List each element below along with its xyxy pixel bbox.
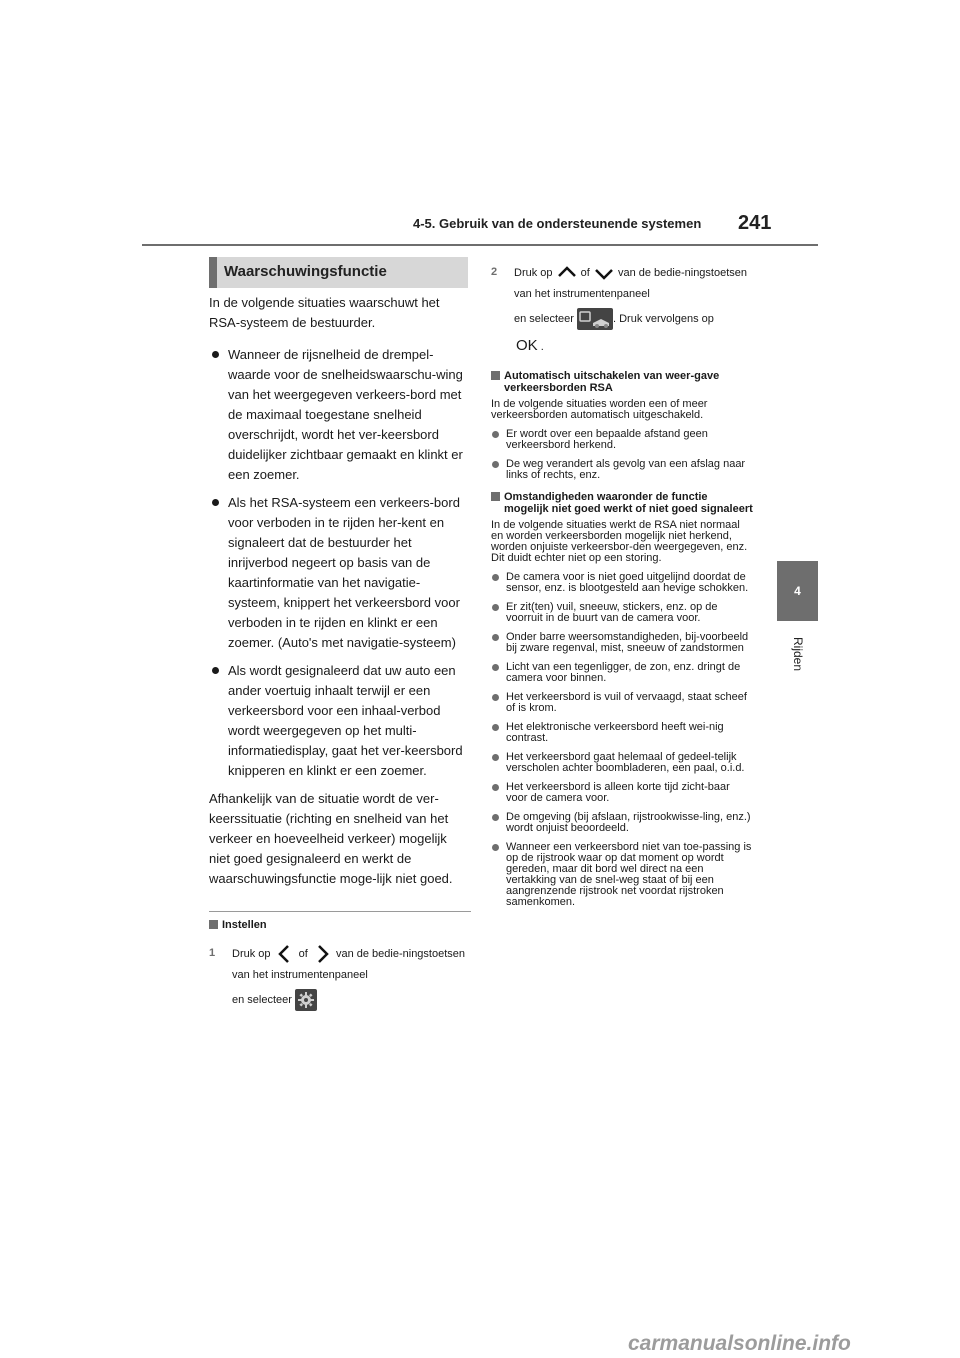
square-bullet-icon <box>491 371 500 380</box>
rsa-sign-icon <box>577 308 613 330</box>
bullet-dot-icon <box>492 784 499 791</box>
conditions-list <box>491 572 753 908</box>
watermark-logo: carmanualsonline.info <box>628 1332 851 1355</box>
chapter-number: 4 <box>794 584 801 598</box>
setup-heading: Instellen <box>209 919 471 931</box>
bullet-dot-icon <box>492 431 499 438</box>
bullet-dot-icon <box>492 461 499 468</box>
list-item: Er zit(ten) vuil, sneeuw, stickers, enz. op de voorruit in de buurt van de camera voor. <box>491 602 753 624</box>
bullet-dot-icon <box>492 604 499 611</box>
list-item: Wanneer de rijsnelheid de drempel-waarde voor de snelheidswaarschu-wing van het weergegeven verkeers-bord met de maximaal toegestane snelheid overschrijdt, wordt het ver-keersbord duidelijker zichtbaar gemaakt en klinkt er een zoemer. <box>209 345 471 485</box>
chevron-up-icon <box>556 262 578 284</box>
list-item: Het elektronische verkeersbord heeft wei-nig contrast. <box>491 722 753 744</box>
list-item: Wanneer een verkeersbord niet van toe-passing is op de rijstrook waar op dat moment op wordt gereden, maar dit bord wel direct na een vertakking van de snel-weg staat of bij een aangrenzende rijstrook net voordat rijstroken samenkomen. <box>491 842 753 908</box>
step-number: 2 <box>491 266 498 278</box>
page-number: 241 <box>738 212 772 234</box>
bullet-dot-icon <box>492 634 499 641</box>
section-header-title: 4-5. Gebruik van de ondersteunende systemen <box>413 216 702 231</box>
auto-off-heading: Automatisch uitschakelen van weer-gave verkeersborden RSA <box>491 370 753 394</box>
step-1: 1 Druk op of van de bedie-ningstoetsen van het instrumentenpaneel en selecteer <box>209 943 471 1011</box>
conditions-intro: In de volgende situaties werkt de RSA niet normaal en worden verkeersborden mogelijk niet herkend, worden onjuiste verkeersbor-den weergegeven, enz. Dit duidt echter niet op een storing. <box>491 519 748 564</box>
step-number: 1 <box>209 947 216 959</box>
list-item: Het verkeersbord is vuil of vervaagd, staat scheef of is krom. <box>491 692 753 714</box>
square-bullet-icon <box>209 920 218 929</box>
list-item: Onder barre weersomstandigheden, bij-voorbeeld bij zware regenval, mist, sneeuw of zandstormen <box>491 632 753 654</box>
header-rule <box>142 244 818 246</box>
bullet-dot-icon <box>212 667 219 674</box>
list-item: Als het RSA-systeem een verkeers-bord voor verboden in te rijden her-kent en signaleert dat de bestuurder het inrijverbod negeert op basis van de kaartinformatie van het navigatie-systeem, knippert het verkeersbord voor verboden in te rijden en klinkt er een zoemer. (Auto's met navigatie-systeem) <box>209 493 471 653</box>
settings-gear-icon <box>295 989 317 1011</box>
conditions-heading: Omstandigheden waaronder de functie mogelijk niet goed werkt of niet goed signaleert <box>491 491 753 515</box>
list-item: Licht van een tegenligger, de zon, enz. dringt de camera voor binnen. <box>491 662 753 684</box>
section-heading: Waarschuwingsfunctie <box>209 257 468 288</box>
square-bullet-icon <box>491 492 500 501</box>
chevron-right-icon <box>311 943 333 965</box>
list-item: Er wordt over een bepaalde afstand geen verkeersbord herkend. <box>491 429 753 451</box>
right-column <box>491 262 753 908</box>
list-item: De weg verandert als gevolg van een afslag naar links of rechts, enz. <box>491 459 753 481</box>
auto-off-list <box>491 429 753 481</box>
bullet-dot-icon <box>212 499 219 506</box>
list-item: Als wordt gesignaleerd dat uw auto een ander voertuig inhaalt terwijl er een verkeersbord voor een inhaal-verbod wordt weergegeven op het multi-informatiedisplay, gaat het ver-keersbord knipperen en klinkt er een zoemer. <box>209 661 471 781</box>
list-item: De omgeving (bij afslaan, rijstrookwisse-ling, enz.) wordt onjuist beoordeeld. <box>491 812 753 834</box>
list-item: Het verkeersbord gaat helemaal of gedeel-telijk verscholen achter boombladeren, een paal, o.i.d. <box>491 752 753 774</box>
left-column <box>209 293 471 1011</box>
bullet-dot-icon <box>492 664 499 671</box>
situation-paragraph: Afhankelijk van de situatie wordt de ver-keerssituatie (richting en snelheid van het verkeer en hoeveelheid verkeer) mogelijk niet goed gesignaleerd en werkt de waarschuwingsfunctie moge-lijk niet goed. <box>209 791 453 886</box>
list-item: Het verkeersbord is alleen korte tijd zicht-baar voor de camera voor. <box>491 782 753 804</box>
warning-bullet-list <box>209 345 471 781</box>
bullet-dot-icon <box>492 814 499 821</box>
bullet-dot-icon <box>492 754 499 761</box>
chevron-left-icon <box>274 943 296 965</box>
intro-paragraph: In de volgende situaties waarschuwt het RSA-systeem de bestuurder. <box>209 295 440 330</box>
bullet-dot-icon <box>492 724 499 731</box>
chapter-label: Rijden <box>791 636 805 672</box>
bullet-dot-icon <box>212 351 219 358</box>
chapter-tab <box>777 561 818 621</box>
bullet-dot-icon <box>492 844 499 851</box>
section-divider <box>209 911 471 912</box>
auto-off-intro: In de volgende situaties worden een of meer verkeersborden automatisch uitgeschakeld. <box>491 398 708 421</box>
ok-button-label: OK <box>516 337 538 354</box>
chevron-down-icon <box>593 262 615 284</box>
list-item: De camera voor is niet goed uitgelijnd doordat de sensor, enz. is blootgesteld aan hevige schokken. <box>491 572 753 594</box>
bullet-dot-icon <box>492 694 499 701</box>
bullet-dot-icon <box>492 574 499 581</box>
step-2: 2 Druk op of van de bedie-ningstoetsen van het instrumentenpaneel en selecteer . Druk vervolgens op OK . <box>491 262 753 357</box>
